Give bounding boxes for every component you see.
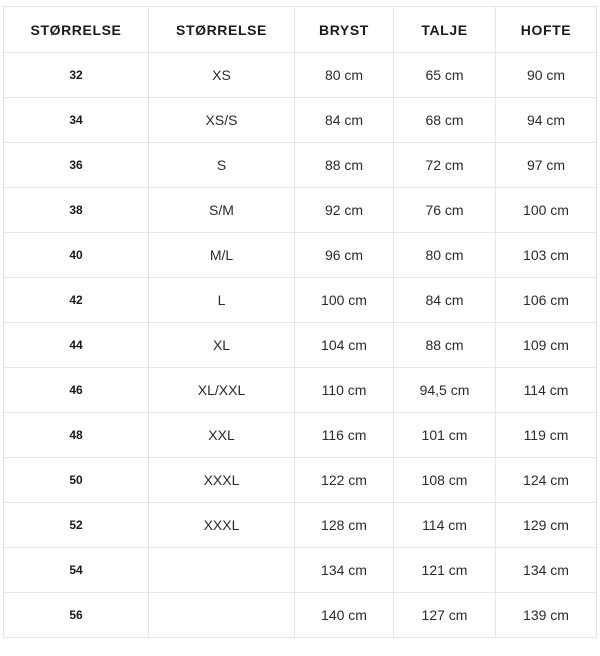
waist-cell: 121 cm [394, 548, 496, 593]
table-row [4, 368, 597, 413]
hip-cell: 119 cm [496, 413, 597, 458]
hip-cell: 109 cm [496, 323, 597, 368]
table-row [4, 188, 597, 233]
table-row [4, 143, 597, 188]
size-number-cell: 54 [4, 548, 149, 593]
waist-cell: 88 cm [394, 323, 496, 368]
waist-cell: 80 cm [394, 233, 496, 278]
size-letter-cell: XL [149, 323, 295, 368]
table-row [4, 323, 597, 368]
hip-cell: 124 cm [496, 458, 597, 503]
size-number-cell: 50 [4, 458, 149, 503]
hip-cell: 114 cm [496, 368, 597, 413]
chest-cell: 88 cm [295, 143, 394, 188]
waist-cell: 114 cm [394, 503, 496, 548]
size-number-cell: 38 [4, 188, 149, 233]
size-number-cell: 56 [4, 593, 149, 638]
size-number-cell: 52 [4, 503, 149, 548]
size-number-cell: 48 [4, 413, 149, 458]
chest-cell: 110 cm [295, 368, 394, 413]
size-letter-cell: XL/XXL [149, 368, 295, 413]
waist-cell: 101 cm [394, 413, 496, 458]
table-row [4, 413, 597, 458]
header-chest: BRYST [295, 7, 394, 53]
size-table [3, 6, 597, 638]
waist-cell: 76 cm [394, 188, 496, 233]
header-size-letter: STØRRELSE [149, 7, 295, 53]
hip-cell: 106 cm [496, 278, 597, 323]
chest-cell: 92 cm [295, 188, 394, 233]
chest-cell: 140 cm [295, 593, 394, 638]
size-letter-cell: XS/S [149, 98, 295, 143]
hip-cell: 103 cm [496, 233, 597, 278]
size-letter-cell: XXXL [149, 458, 295, 503]
size-letter-cell: S/M [149, 188, 295, 233]
size-number-cell: 32 [4, 53, 149, 98]
size-number-cell: 42 [4, 278, 149, 323]
size-number-cell: 46 [4, 368, 149, 413]
size-letter-cell: S [149, 143, 295, 188]
header-waist: TALJE [394, 7, 496, 53]
size-letter-cell: M/L [149, 233, 295, 278]
waist-cell: 65 cm [394, 53, 496, 98]
table-row [4, 548, 597, 593]
chest-cell: 122 cm [295, 458, 394, 503]
hip-cell: 90 cm [496, 53, 597, 98]
chest-cell: 80 cm [295, 53, 394, 98]
chest-cell: 100 cm [295, 278, 394, 323]
hip-cell: 134 cm [496, 548, 597, 593]
size-number-cell: 36 [4, 143, 149, 188]
size-letter-cell: XXXL [149, 503, 295, 548]
hip-cell: 97 cm [496, 143, 597, 188]
waist-cell: 94,5 cm [394, 368, 496, 413]
size-letter-cell [149, 548, 295, 593]
table-row [4, 53, 597, 98]
waist-cell: 108 cm [394, 458, 496, 503]
size-letter-cell [149, 593, 295, 638]
table-row [4, 503, 597, 548]
table-row [4, 278, 597, 323]
hip-cell: 100 cm [496, 188, 597, 233]
table-header-row [4, 7, 597, 53]
waist-cell: 127 cm [394, 593, 496, 638]
chest-cell: 134 cm [295, 548, 394, 593]
size-number-cell: 34 [4, 98, 149, 143]
chest-cell: 116 cm [295, 413, 394, 458]
header-size-number: STØRRELSE [4, 7, 149, 53]
table-row [4, 593, 597, 638]
waist-cell: 84 cm [394, 278, 496, 323]
table-row [4, 98, 597, 143]
header-hip: HOFTE [496, 7, 597, 53]
size-number-cell: 44 [4, 323, 149, 368]
size-letter-cell: XS [149, 53, 295, 98]
hip-cell: 94 cm [496, 98, 597, 143]
waist-cell: 68 cm [394, 98, 496, 143]
size-letter-cell: XXL [149, 413, 295, 458]
chest-cell: 128 cm [295, 503, 394, 548]
size-number-cell: 40 [4, 233, 149, 278]
hip-cell: 139 cm [496, 593, 597, 638]
hip-cell: 129 cm [496, 503, 597, 548]
table-row [4, 458, 597, 503]
chest-cell: 96 cm [295, 233, 394, 278]
table-row [4, 233, 597, 278]
size-letter-cell: L [149, 278, 295, 323]
waist-cell: 72 cm [394, 143, 496, 188]
chest-cell: 84 cm [295, 98, 394, 143]
chest-cell: 104 cm [295, 323, 394, 368]
